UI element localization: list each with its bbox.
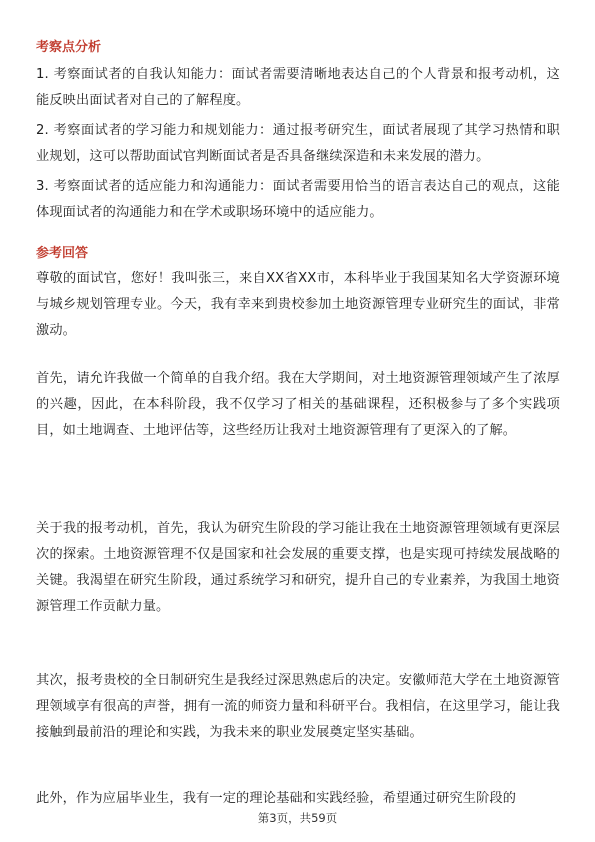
answer-heading: 参考回答 [36, 246, 89, 261]
answer-paragraph-2: 首先，请允许我做一个简单的自我介绍。我在大学期间，对土地资源管理领域产生了浓厚的兴趣，因此，在本科阶段，我不仅学习了相关的基础课程，还积极参与了多个实践项目，如土地调查、土地评估等，这些经历让我对土地资源管理有了更深入的了解。 [36, 371, 560, 438]
answer-paragraph-1: 尊敬的面试官，您好！我叫张三，来自XX省XX市，本科毕业于我国某知名大学资源环境与城乡规划管理专业。今天，我有幸来到贵校参加土地资源管理专业研究生的面试，非常激动。 [36, 271, 560, 338]
answer-paragraph-4: 其次，报考贵校的全日制研究生是我经过深思熟虑后的决定。安徽师范大学在土地资源管理领域享有很高的声誉，拥有一流的师资力量和科研平台。我相信，在这里学习，能让我接触到最前沿的理论和实践，为我未来的职业发展奠定坚实基础。 [36, 673, 560, 740]
answer-paragraph-3: 关于我的报考动机，首先，我认为研究生阶段的学习能让我在土地资源管理领域有更深层次的探索。土地资源管理不仅是国家和社会发展的重要支撑，也是实现可持续发展战略的关键。我渴望在研究生阶段，通过系统学习和研究，提升自己的专业素养，为我国土地资源管理工作贡献力量。 [36, 521, 560, 614]
page-number-footer: 第3页，共59页 [257, 811, 338, 825]
answer-paragraph-5: 此外，作为应届毕业生，我有一定的理论基础和实践经验，希望通过研究生阶段的 [36, 791, 517, 806]
analysis-item-3: 3. 考察面试者的适应能力和沟通能力：面试者需要用恰当的语言表达自己的观点，这能体现面试者的沟通能力和在学术或职场环境中的适应能力。 [36, 179, 560, 220]
analysis-heading: 考察点分析 [36, 40, 102, 55]
analysis-item-1: 1. 考察面试者的自我认知能力：面试者需要清晰地表达自己的个人背景和报考动机，这能反映出面试者对自己的了解程度。 [36, 67, 560, 108]
analysis-item-2: 2. 考察面试者的学习能力和规划能力：通过报考研究生，面试者展现了其学习热情和职业规划，这可以帮助面试官判断面试者是否具备继续深造和未来发展的潜力。 [36, 123, 560, 164]
